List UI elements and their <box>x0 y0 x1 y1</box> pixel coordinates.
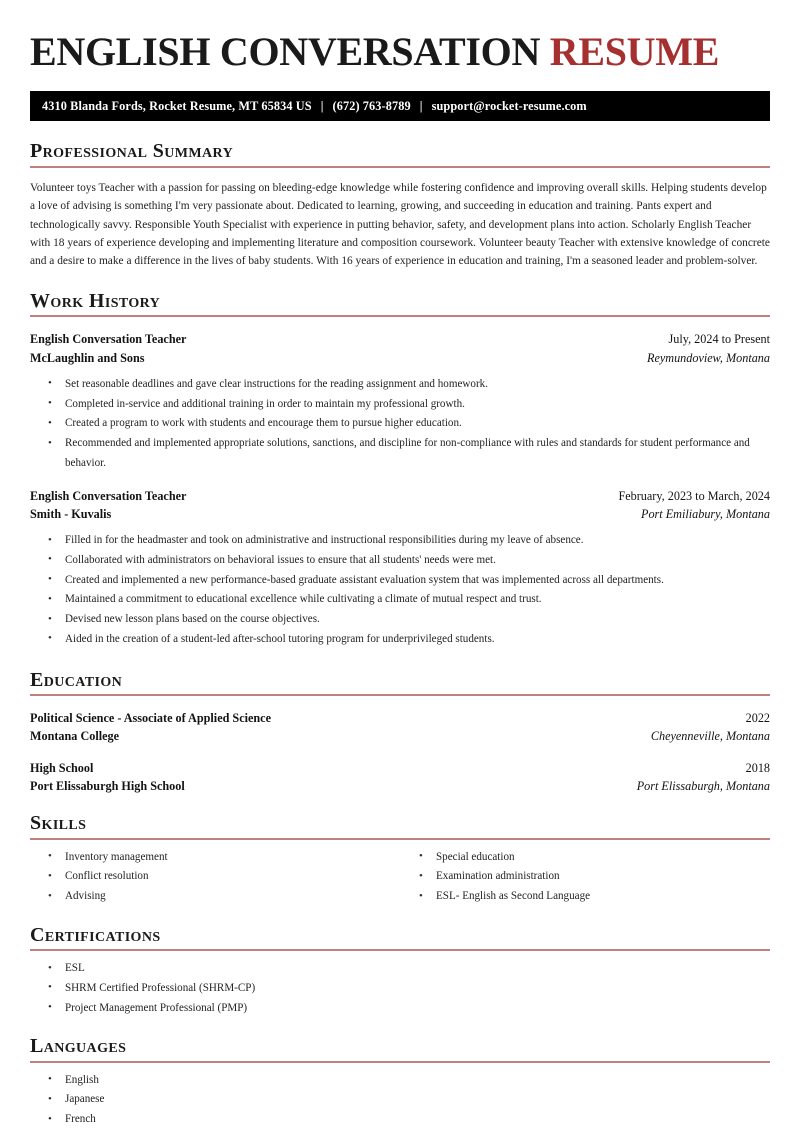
list-item: • ESL- English as Second Language <box>419 887 770 907</box>
section-professional-summary <box>30 140 770 271</box>
section-divider-work-history <box>30 315 770 317</box>
section-heading-skills: Skills <box>30 812 87 835</box>
languages-list <box>30 1071 770 1130</box>
job-date: July, 2024 to Present <box>668 332 770 347</box>
education-entry <box>30 759 770 796</box>
education-location: Cheyenneville, Montana <box>650 729 770 744</box>
list-item: • Advising <box>48 887 399 907</box>
section-certifications <box>30 924 770 1019</box>
list-item: • French <box>48 1110 770 1130</box>
list-item: • Aided in the creation of a student-led after-school tutoring program for underprivileged students. <box>48 630 770 650</box>
work-entry-company-row <box>30 505 770 523</box>
list-item: • Examination administration <box>419 867 770 887</box>
page-title <box>30 30 770 73</box>
section-divider-certifications <box>30 949 770 951</box>
education-location: Port Elissaburgh, Montana <box>636 778 770 793</box>
section-work-history <box>30 290 770 650</box>
section-heading-work-history: Work History <box>30 289 161 312</box>
education-school: Port Elissaburgh High School <box>30 778 185 793</box>
work-entry-title-row <box>30 487 770 505</box>
section-divider-skills <box>30 838 770 840</box>
list-item: • Completed in-service and additional training in order to maintain my professional growth. <box>48 395 770 415</box>
job-location: Reymundoview, Montana <box>647 350 770 365</box>
section-heading-languages: Languages <box>30 1035 127 1058</box>
job-title: English Conversation Teacher <box>30 332 187 347</box>
work-entry-title-row <box>30 330 770 348</box>
list-item: • English <box>48 1071 770 1091</box>
list-item: • Devised new lesson plans based on the course objectives. <box>48 610 770 630</box>
list-item: • Special education <box>419 848 770 868</box>
section-divider-education <box>30 694 770 696</box>
list-item: • Set reasonable deadlines and gave clear instructions for the reading assignment and homework. <box>48 375 770 395</box>
page-title-accent: RESUME <box>549 29 720 74</box>
education-degree-row <box>30 709 770 727</box>
job-location: Port Emiliabury, Montana <box>641 506 770 521</box>
work-entry-company-row <box>30 349 770 367</box>
contact-separator-1: | <box>320 98 324 113</box>
contact-address: 4310 Blanda Fords, Rocket Resume, MT 65834 US <box>42 98 312 113</box>
work-entry <box>30 487 770 650</box>
education-school-row <box>30 727 770 745</box>
section-heading-education: Education <box>30 668 123 691</box>
education-year: 2018 <box>745 760 770 775</box>
job-bullet-list <box>30 531 770 649</box>
page-title-main: ENGLISH CONVERSATION <box>30 29 541 74</box>
education-entry <box>30 709 770 746</box>
job-company: McLaughlin and Sons <box>30 350 145 365</box>
section-divider-languages <box>30 1061 770 1063</box>
list-item: • Created and implemented a new performance-based graduate assistant evaluation system that was implemented across all departments. <box>48 571 770 591</box>
list-item: • Inventory management <box>48 848 399 868</box>
skills-columns <box>30 848 770 907</box>
section-education <box>30 669 770 796</box>
list-item: • Created a program to work with students and encourage them to pursue higher education. <box>48 414 770 434</box>
skills-column-right <box>419 848 770 907</box>
contact-separator-2: | <box>419 98 423 113</box>
summary-text: Volunteer toys Teacher with a passion for passing on bleeding-edge knowledge while fostering confidence and improving overall skills. Helping students develop a love of advising is something I'm very passionate about. Dedicated to learning, growing, and succeeding in education and training. Pants expert and technologically savvy. Responsible Youth Specialist with experience in putting behavior, safety, and development plans into action. Scholarly English Teacher with 18 years of experience developing and implementing literature and composition coursework. Volunteer beauty Teacher with extensive knowledge of concrete and a desire to make a difference in the lives of baby students. With 16 years of experience in education and training, I'm a seasoned leader and problem-solver. <box>30 181 770 268</box>
list-item: • Project Management Professional (PMP) <box>48 999 770 1019</box>
skills-column-left <box>48 848 399 907</box>
certifications-list <box>30 959 770 1018</box>
job-date: February, 2023 to March, 2024 <box>618 488 770 503</box>
job-title: English Conversation Teacher <box>30 488 187 503</box>
education-degree: High School <box>30 760 94 775</box>
job-bullet-list <box>30 375 770 474</box>
list-item: • Recommended and implemented appropriate solutions, sanctions, and discipline for non-compliance with rules and standards for student performance and behavior. <box>48 434 770 473</box>
education-school-row <box>30 777 770 795</box>
list-item: • Collaborated with administrators on behavioral issues to ensure that all students' needs were met. <box>48 551 770 571</box>
list-item: • SHRM Certified Professional (SHRM-CP) <box>48 979 770 999</box>
contact-email[interactable]: support@rocket-resume.com <box>431 98 587 113</box>
section-divider-summary <box>30 166 770 168</box>
education-degree: Political Science - Associate of Applied Science <box>30 710 272 725</box>
education-degree-row <box>30 759 770 777</box>
list-item: • Maintained a commitment to educational excellence while cultivating a climate of mutual respect and trust. <box>48 590 770 610</box>
education-year: 2022 <box>745 710 770 725</box>
job-company: Smith - Kuvalis <box>30 506 112 521</box>
contact-phone[interactable]: (672) 763-8789 <box>332 98 411 113</box>
section-languages <box>30 1035 770 1130</box>
list-item: • Filled in for the headmaster and took on administrative and instructional responsibilities during my leave of absence. <box>48 531 770 551</box>
list-item: • ESL <box>48 959 770 979</box>
education-school: Montana College <box>30 729 120 744</box>
work-entry <box>30 330 770 473</box>
contact-bar <box>30 91 770 121</box>
section-heading-summary: Professional Summary <box>30 140 234 163</box>
list-item: • Conflict resolution <box>48 867 399 887</box>
section-skills <box>30 812 770 907</box>
section-heading-certifications: Certifications <box>30 923 161 946</box>
list-item: • Japanese <box>48 1090 770 1110</box>
